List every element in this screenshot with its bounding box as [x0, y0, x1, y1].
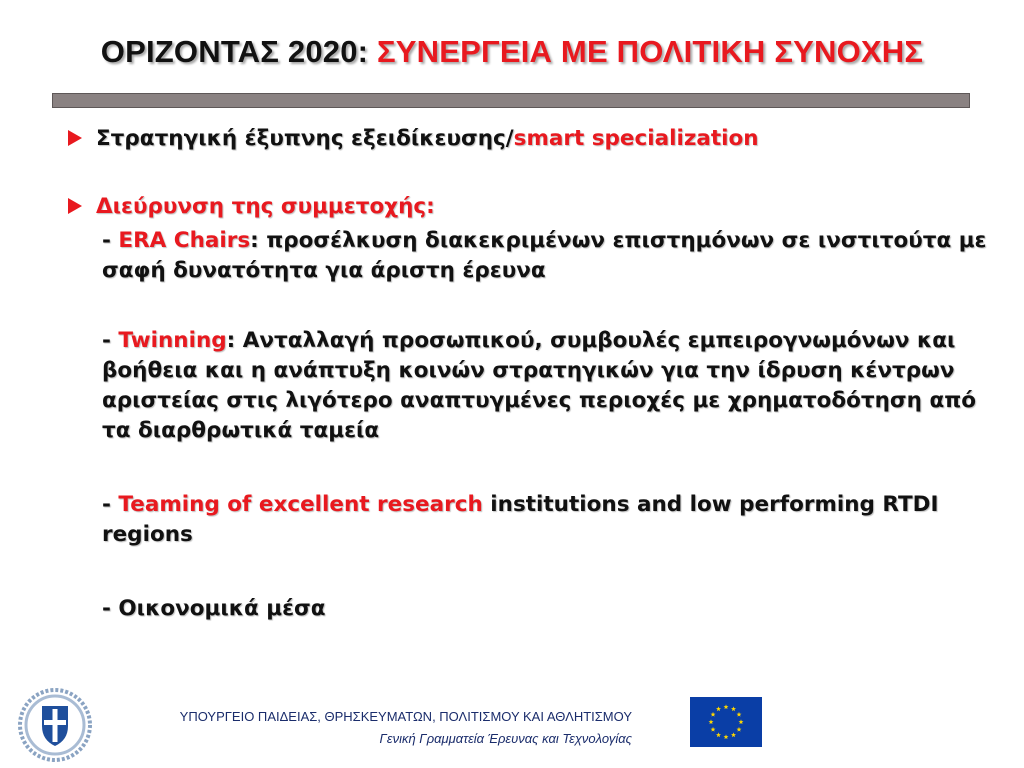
footer-ministry-block	[180, 706, 632, 750]
twinning-description: : Ανταλλαγή προσωπικού, συμβουλές εμπειρογνωμόνων και βοήθεια και η ανάπτυξη κοινών στρατηγικών για την ίδρυση κέντρων αριστείας στις λιγότερο αναπτυγμένες περιοχές με χρηματοδότηση από τα διαρθρωτικά ταμεία	[102, 328, 977, 443]
sub-item-dash: -	[102, 228, 119, 253]
bullet-widening-participation-text: Διεύρυνση της συμμετοχής:	[96, 194, 435, 219]
era-chairs-term: ERA Chairs	[118, 228, 251, 253]
slide-title-prefix: ΟΡΙΖΟΝΤΑΣ 2020:	[100, 34, 377, 69]
bullet-widening-participation	[68, 192, 998, 222]
teaming-description: institutions and low performing RTDI regions	[102, 492, 939, 547]
arrow-bullet-icon	[68, 198, 82, 214]
footer-ministry-name: ΥΠΟΥΡΓΕΙΟ ΠΑΙΔΕΙΑΣ, ΘΡΗΣΚΕΥΜΑΤΩΝ, ΠΟΛΙΤΙΣΜΟΥ ΚΑΙ ΑΘΛΗΤΙΣΜΟΥ	[179, 709, 632, 724]
bullet-smart-specialization-greek: Στρατηγική έξυπνης εξειδίκευσης/	[96, 126, 514, 151]
bullet-smart-specialization-english: smart specialization	[513, 126, 759, 151]
title-divider-bar	[52, 93, 970, 108]
sub-item-era-chairs	[102, 226, 998, 286]
era-chairs-description: : προσέλκυση διακεκριμένων επιστημόνων σε ινστιτούτα με σαφή δυνατότητα για άριστη έρευνα	[102, 228, 987, 283]
slide-title-accent: ΣΥΝΕΡΓΕΙΑ ΜΕ ΠΟΛΙΤΙΚΗ ΣΥΝΟΧΗΣ	[376, 34, 924, 69]
sub-item-financial-means	[102, 594, 998, 624]
eu-flag-icon	[690, 697, 762, 747]
slide-title	[0, 34, 1024, 70]
slide-content	[68, 124, 998, 624]
twinning-term: Twinning	[118, 328, 227, 353]
financial-means-text: - Οικονομικά μέσα	[102, 596, 326, 621]
footer-secretariat-name: Γενική Γραμματεία Έρευνας και Τεχνολογίας	[379, 731, 632, 746]
sub-item-dash: -	[102, 492, 119, 517]
sub-item-twinning	[102, 326, 998, 446]
teaming-term: Teaming of excellent research	[118, 492, 483, 517]
arrow-bullet-icon	[68, 130, 82, 146]
greek-coat-of-arms-icon	[18, 688, 92, 762]
sub-item-dash: -	[102, 328, 119, 353]
sub-item-teaming	[102, 490, 998, 550]
bullet-smart-specialization	[68, 124, 998, 154]
bullet-smart-specialization-text	[96, 124, 759, 154]
